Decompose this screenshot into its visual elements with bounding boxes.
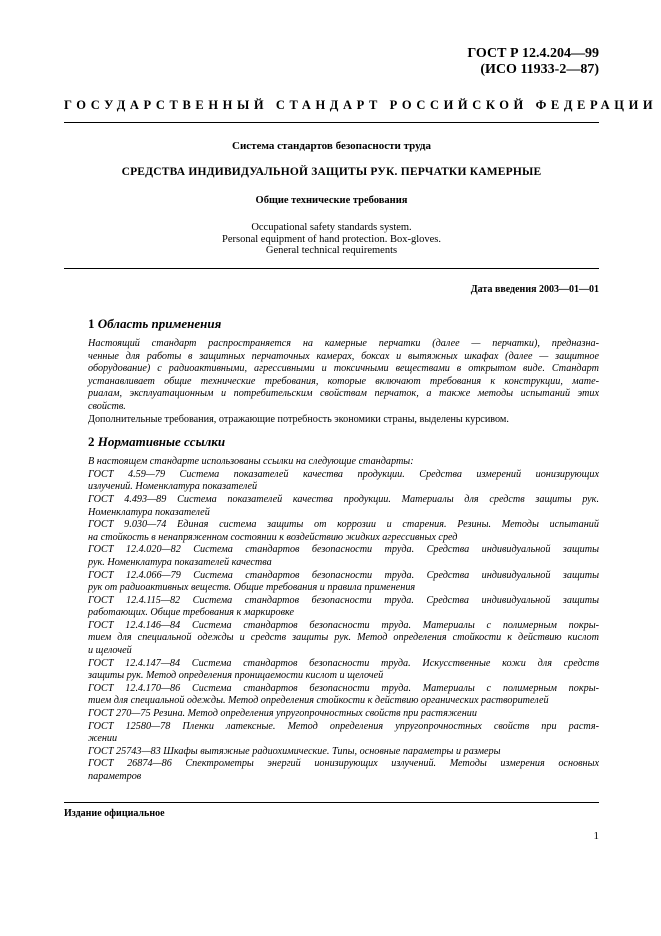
section-2-title: Нормативные ссылки xyxy=(97,434,226,450)
reference-line: ГОСТ 12.4.066—79 Система стандартов безопасности труда. Средства индивидуальной защиты xyxy=(88,569,599,581)
reference-line: рук от радиоактивных веществ. Общие требования и правила применения xyxy=(88,582,416,594)
page-number: 1 xyxy=(593,830,599,842)
section-1-paragraph-1 xyxy=(88,338,599,414)
reference-item xyxy=(88,494,599,519)
paragraph-line: оборудование) с радиоактивными, агрессивными и токсичными веществами в открытом виде. Стандарт xyxy=(88,363,599,375)
reference-line: ГОСТ 4.59—79 Система показателей качества продукции. Средства измерений ионизирующих xyxy=(88,468,599,480)
reference-line: на стойкость в ненапряженном состоянии к воздействию жидких агрессивных сред xyxy=(88,531,458,543)
english-title xyxy=(64,222,599,257)
reference-item xyxy=(88,658,599,683)
english-title-line: Occupational safety standards system. xyxy=(251,222,412,233)
reference-line: жении xyxy=(88,733,118,745)
reference-line: ГОСТ 26874—86 Спектрометры энергий ионизирующих излучений. Методы измерения основных xyxy=(88,758,599,770)
standard-code-line2: (ИСО 11933-2—87) xyxy=(480,62,599,77)
paragraph-line: ченные для работы в защитных перчаточных камерах, боксах и вытяжных шкафах (далее — защитное xyxy=(88,350,599,362)
paragraph-line: Настоящий стандарт распространяется на камерные перчатки (далее — перчатки), предназна- xyxy=(88,338,599,349)
reference-line: параметров xyxy=(88,771,142,782)
reference-line: ГОСТ 25743—83 Шкафы вытяжные радиохимические. Типы, основные параметры и размеры xyxy=(88,745,501,757)
paragraph-line: устанавливает общие технические требования, которые включают требования к конструкции, мате- xyxy=(88,375,599,387)
standard-code-line1: ГОСТ Р 12.4.204—99 xyxy=(467,46,599,61)
section-2-heading xyxy=(88,434,599,450)
reference-line: Номенклатура показателей xyxy=(88,506,210,518)
reference-item xyxy=(88,721,599,746)
section-1-paragraph-2 xyxy=(88,414,599,427)
state-standard-heading: ГОСУДАРСТВЕННЫЙ СТАНДАРТ РОССИЙСКОЙ ФЕДЕРАЦИИ xyxy=(64,98,658,112)
english-title-line: Personal equipment of hand protection. Box-gloves. xyxy=(222,233,441,245)
reference-line: и щелочей xyxy=(88,645,132,657)
reference-item xyxy=(88,544,599,569)
section-2-number: 2 xyxy=(88,434,95,450)
section-2-intro xyxy=(88,456,599,469)
divider-bottom xyxy=(64,802,599,803)
document-subtitle: Общие технические требования xyxy=(255,195,408,206)
section-2-intro-text: В настоящем стандарте использованы ссылки на следующие стандарты: xyxy=(88,456,414,468)
reference-list xyxy=(88,469,599,784)
reference-item xyxy=(88,683,599,708)
section-1-paragraph-2-text: Дополнительные требования, отражающие потребность экономики страны, выделены курсивом. xyxy=(88,413,509,425)
section-1-heading xyxy=(88,316,599,332)
document-body xyxy=(88,316,599,784)
english-title-line: General technical requirements xyxy=(265,245,398,256)
reference-line: ГОСТ 12.4.147—84 Система стандартов безопасности труда. Искусственные кожи для средств xyxy=(88,657,599,669)
paragraph-line: риалам, эксплуатационным и потребительским свойствам перчаток, а также методы испытаний этих xyxy=(88,388,599,400)
paragraph-line: свойств. xyxy=(88,400,126,412)
reference-line: ГОСТ 270—75 Резина. Метод определения упругопрочностных свойств при растяжении xyxy=(88,708,477,720)
reference-line: ГОСТ 12580—78 Пленки латексные. Метод определения упругопрочностных свойств при растя- xyxy=(88,720,599,732)
reference-line: ГОСТ 4.493—89 Система показателей качества продукции. Материалы для средств защиты рук. xyxy=(88,493,599,505)
system-title: Система стандартов безопасности труда xyxy=(232,140,431,152)
reference-item xyxy=(88,469,599,494)
reference-item xyxy=(88,758,599,783)
standard-code xyxy=(467,46,599,78)
reference-line: ГОСТ 12.4.115—82 Система стандартов безопасности труда. Средства индивидуальной защиты xyxy=(88,594,599,606)
reference-line: тием для специальной одежды и средств защиты рук. Метод определения стойкости к действию кислот xyxy=(88,632,599,644)
official-edition-label: Издание официальное xyxy=(64,808,165,819)
introduction-date: Дата введения 2003—01—01 xyxy=(470,284,599,295)
section-1-title: Область применения xyxy=(97,316,222,331)
section-1-number: 1 xyxy=(88,316,95,331)
reference-line: рук. Номенклатура показателей качества xyxy=(88,556,272,568)
reference-item xyxy=(88,746,599,759)
reference-line: работающих. Общие требования к маркировке xyxy=(88,607,295,619)
reference-line: ГОСТ 9.030—74 Единая система защиты от коррозии и старения. Резины. Методы испытаний xyxy=(88,519,599,531)
reference-item xyxy=(88,595,599,620)
reference-line: защиты рук. Метод определения проницаемости кислот и щелочей xyxy=(88,670,384,682)
reference-item xyxy=(88,570,599,595)
reference-line: ГОСТ 12.4.146—84 Система стандартов безопасности труда. Материалы с полимерным покры- xyxy=(88,619,599,631)
reference-item xyxy=(88,708,599,721)
reference-line: ГОСТ 12.4.170—86 Система стандартов безопасности труда. Материалы с полимерным покры- xyxy=(88,682,599,694)
divider-top xyxy=(64,122,599,123)
reference-line: ГОСТ 12.4.020—82 Система стандартов безопасности труда. Средства индивидуальной защиты xyxy=(88,544,599,556)
reference-item xyxy=(88,519,599,544)
document-title: СРЕДСТВА ИНДИВИДУАЛЬНОЙ ЗАЩИТЫ РУК. ПЕРЧАТКИ КАМЕРНЫЕ xyxy=(121,166,542,178)
divider-middle xyxy=(64,268,599,269)
reference-line: тием для специальной одежды. Метод определения стойкости к действию органических растворителей xyxy=(88,695,549,707)
reference-item xyxy=(88,620,599,658)
reference-line: излучений. Номенклатура показателей xyxy=(88,481,258,493)
